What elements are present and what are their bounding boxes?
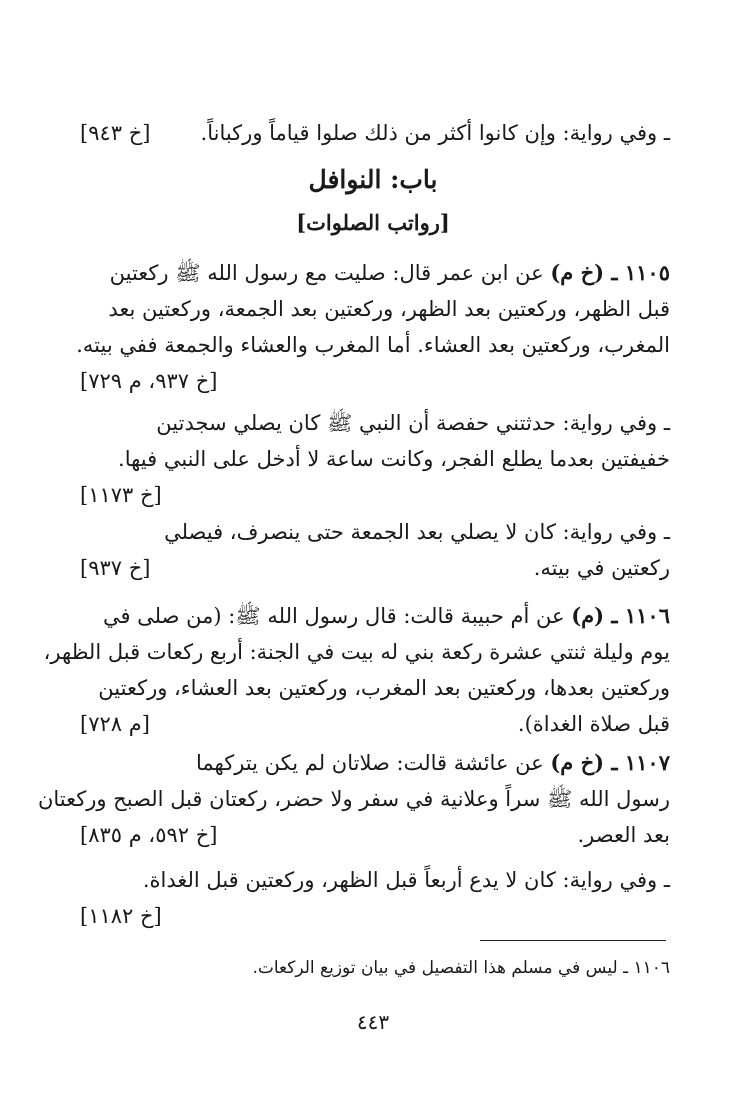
narration-line: ـ وفي رواية: كان لا يدع أربعاً قبل الظهر، وركعتين قبل الغداة.	[142, 868, 670, 892]
hadith-reference: [خ ٥٩٢، م ٨٣٥]	[80, 823, 218, 847]
narration-text: ـ وفي رواية: وإن كانوا أكثر من ذلك صلوا قياماً وركباناً.	[200, 121, 670, 145]
hadith-1105	[76, 255, 670, 399]
hadith-line: بعد العصر.	[577, 823, 670, 847]
section-title: [رواتب الصلوات]	[296, 210, 450, 235]
hadith-line: وركعتين بعدها، وركعتين بعد المغرب، وركعتين بعد العشاء، وركعتين	[98, 676, 670, 700]
hadith-line: قبل صلاة الغداة).	[517, 712, 670, 736]
narration-four-before-zuhr	[80, 862, 670, 934]
hadith-number: ١١٠٥ ـ (خ م)	[550, 260, 670, 285]
hadith-reference: [خ ٩٣٧]	[80, 556, 151, 580]
hadith-number: ١١٠٧ ـ (خ م)	[550, 750, 670, 775]
hadith-line: عن عائشة قالت: صلاتان لم يكن يتركهما	[195, 751, 544, 775]
hadith-reference: [م ٧٢٨]	[80, 712, 150, 736]
narration-line: ركعتين في بيته.	[533, 556, 670, 580]
hadith-number: ١١٠٦ ـ (م)	[571, 603, 670, 628]
hadith-1106	[43, 598, 670, 742]
hadith-line: يوم وليلة ثنتي عشرة ركعة بني له بيت في الجنة: أربع ركعات قبل الظهر،	[43, 640, 670, 664]
hadith-reference: [خ ٩٤٣]	[80, 121, 151, 145]
hadith-line: المغرب، وركعتين بعد العشاء. أما المغرب والعشاء والجمعة ففي بيته.	[76, 333, 670, 357]
narration-line: ـ وفي رواية: كان لا يصلي بعد الجمعة حتى ينصرف، فيصلي	[164, 520, 670, 544]
narration-line: ـ وفي رواية: حدثتني حفصة أن النبي ﷺ كان يصلي سجدتين	[156, 411, 670, 435]
footnote-divider	[480, 940, 666, 941]
page-number: ٤٤٣	[356, 1010, 390, 1034]
narration-jumuah	[80, 514, 670, 586]
narration-line: خفيفتين بعدما يطلع الفجر، وكانت ساعة لا أدخل على النبي فيها.	[118, 447, 670, 471]
hadith-line: قبل الظهر، وركعتين بعد الظهر، وركعتين بعد الجمعة، وركعتين بعد	[108, 297, 670, 321]
hadith-line: عن أم حبيبة قالت: قال رسول الله ﷺ: (من صلى في	[102, 604, 565, 628]
narration-hafsa	[80, 405, 670, 513]
hadith-reference: [خ ١١٧٣]	[80, 483, 162, 507]
chapter-title: باب: النوافل	[308, 165, 438, 194]
narration-continuation	[80, 115, 670, 151]
hadith-line: عن ابن عمر قال: صليت مع رسول الله ﷺ ركعتين	[109, 261, 544, 285]
hadith-line: رسول الله ﷺ سراً وعلانية في سفر ولا حضر، ركعتان قبل الصبح وركعتان	[37, 787, 670, 811]
hadith-reference: [خ ٩٣٧، م ٧٢٩]	[80, 369, 218, 393]
hadith-1107	[37, 745, 670, 853]
footnote: ١١٠٦ ـ ليس في مسلم هذا التفصيل في بيان توزيع الركعات.	[252, 958, 670, 978]
hadith-reference: [خ ١١٨٢]	[80, 904, 162, 928]
